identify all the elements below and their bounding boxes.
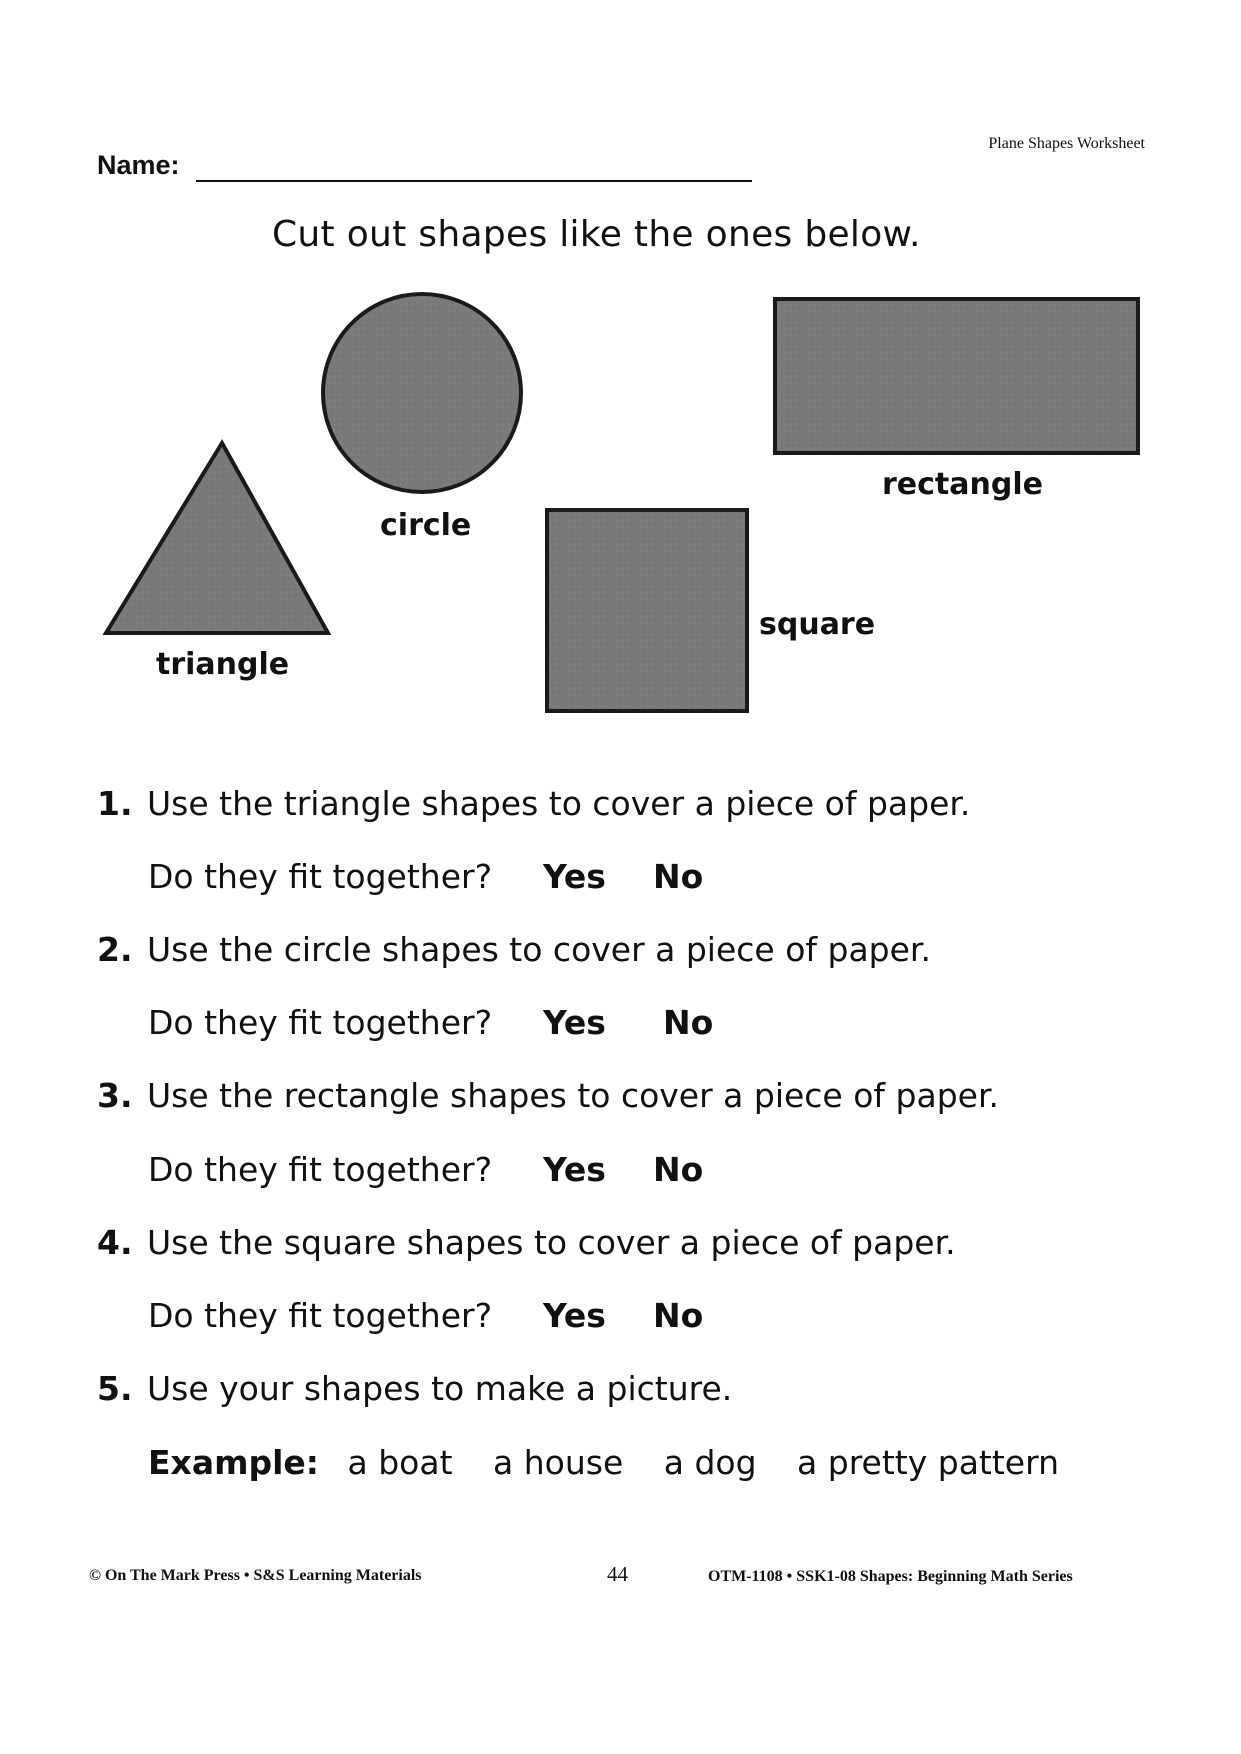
- square-shape: [547, 510, 747, 711]
- fit-prompt: Do they fit together?: [148, 1296, 493, 1335]
- worksheet-title: Plane Shapes Worksheet: [988, 135, 1145, 152]
- example-label: Example:: [148, 1443, 319, 1482]
- question-4: [97, 1223, 956, 1262]
- name-label: Name:: [97, 150, 180, 180]
- question-5: [97, 1369, 732, 1408]
- yes-option[interactable]: Yes: [543, 1150, 606, 1189]
- shapes-figure: [0, 0, 1241, 740]
- fit-prompt: Do they fit together?: [148, 857, 493, 896]
- yes-option[interactable]: Yes: [543, 1296, 606, 1335]
- question-text: Use the rectangle shapes to cover a piece of paper.: [147, 1076, 999, 1115]
- instruction-text: Cut out shapes like the ones below.: [272, 214, 921, 255]
- rectangle-label: rectangle: [882, 467, 1043, 502]
- yes-option[interactable]: Yes: [543, 857, 606, 896]
- example-item: a dog: [663, 1443, 757, 1482]
- no-option[interactable]: No: [663, 1003, 714, 1042]
- no-option[interactable]: No: [653, 1150, 704, 1189]
- question-text: Use the triangle shapes to cover a piece of paper.: [147, 784, 971, 823]
- fit-question-2: [148, 1003, 848, 1042]
- fit-question-4: [148, 1296, 848, 1335]
- square-label: square: [759, 607, 876, 642]
- footer-publisher: © On The Mark Press • S&S Learning Materials: [89, 1567, 422, 1584]
- question-number: 5.: [97, 1369, 133, 1408]
- question-2: [97, 930, 931, 969]
- question-3: [97, 1076, 999, 1115]
- example-item: a house: [493, 1443, 624, 1482]
- triangle-label: triangle: [156, 647, 290, 682]
- question-number: 1.: [97, 784, 133, 823]
- no-option[interactable]: No: [653, 1296, 704, 1335]
- yes-option[interactable]: Yes: [543, 1003, 606, 1042]
- fit-prompt: Do they fit together?: [148, 1003, 493, 1042]
- question-number: 3.: [97, 1076, 133, 1115]
- example-item: a boat: [347, 1443, 453, 1482]
- triangle-shape: [106, 443, 328, 633]
- circle-label: circle: [380, 508, 472, 543]
- fit-question-1: [148, 857, 848, 896]
- no-option[interactable]: No: [653, 857, 704, 896]
- example-line: [148, 1443, 1059, 1482]
- fit-question-3: [148, 1150, 848, 1189]
- question-number: 2.: [97, 930, 133, 969]
- question-1: [97, 784, 970, 823]
- example-item: a pretty pattern: [797, 1443, 1060, 1482]
- question-text: Use your shapes to make a picture.: [147, 1369, 733, 1408]
- circle-shape: [323, 294, 521, 492]
- page-number: 44: [607, 1562, 628, 1586]
- question-text: Use the square shapes to cover a piece of paper.: [147, 1223, 956, 1262]
- rectangle-shape: [775, 299, 1138, 453]
- question-text: Use the circle shapes to cover a piece of paper.: [147, 930, 931, 969]
- fit-prompt: Do they fit together?: [148, 1150, 493, 1189]
- footer-series: OTM-1108 • SSK1-08 Shapes: Beginning Math Series: [708, 1568, 1073, 1585]
- question-number: 4.: [97, 1223, 133, 1262]
